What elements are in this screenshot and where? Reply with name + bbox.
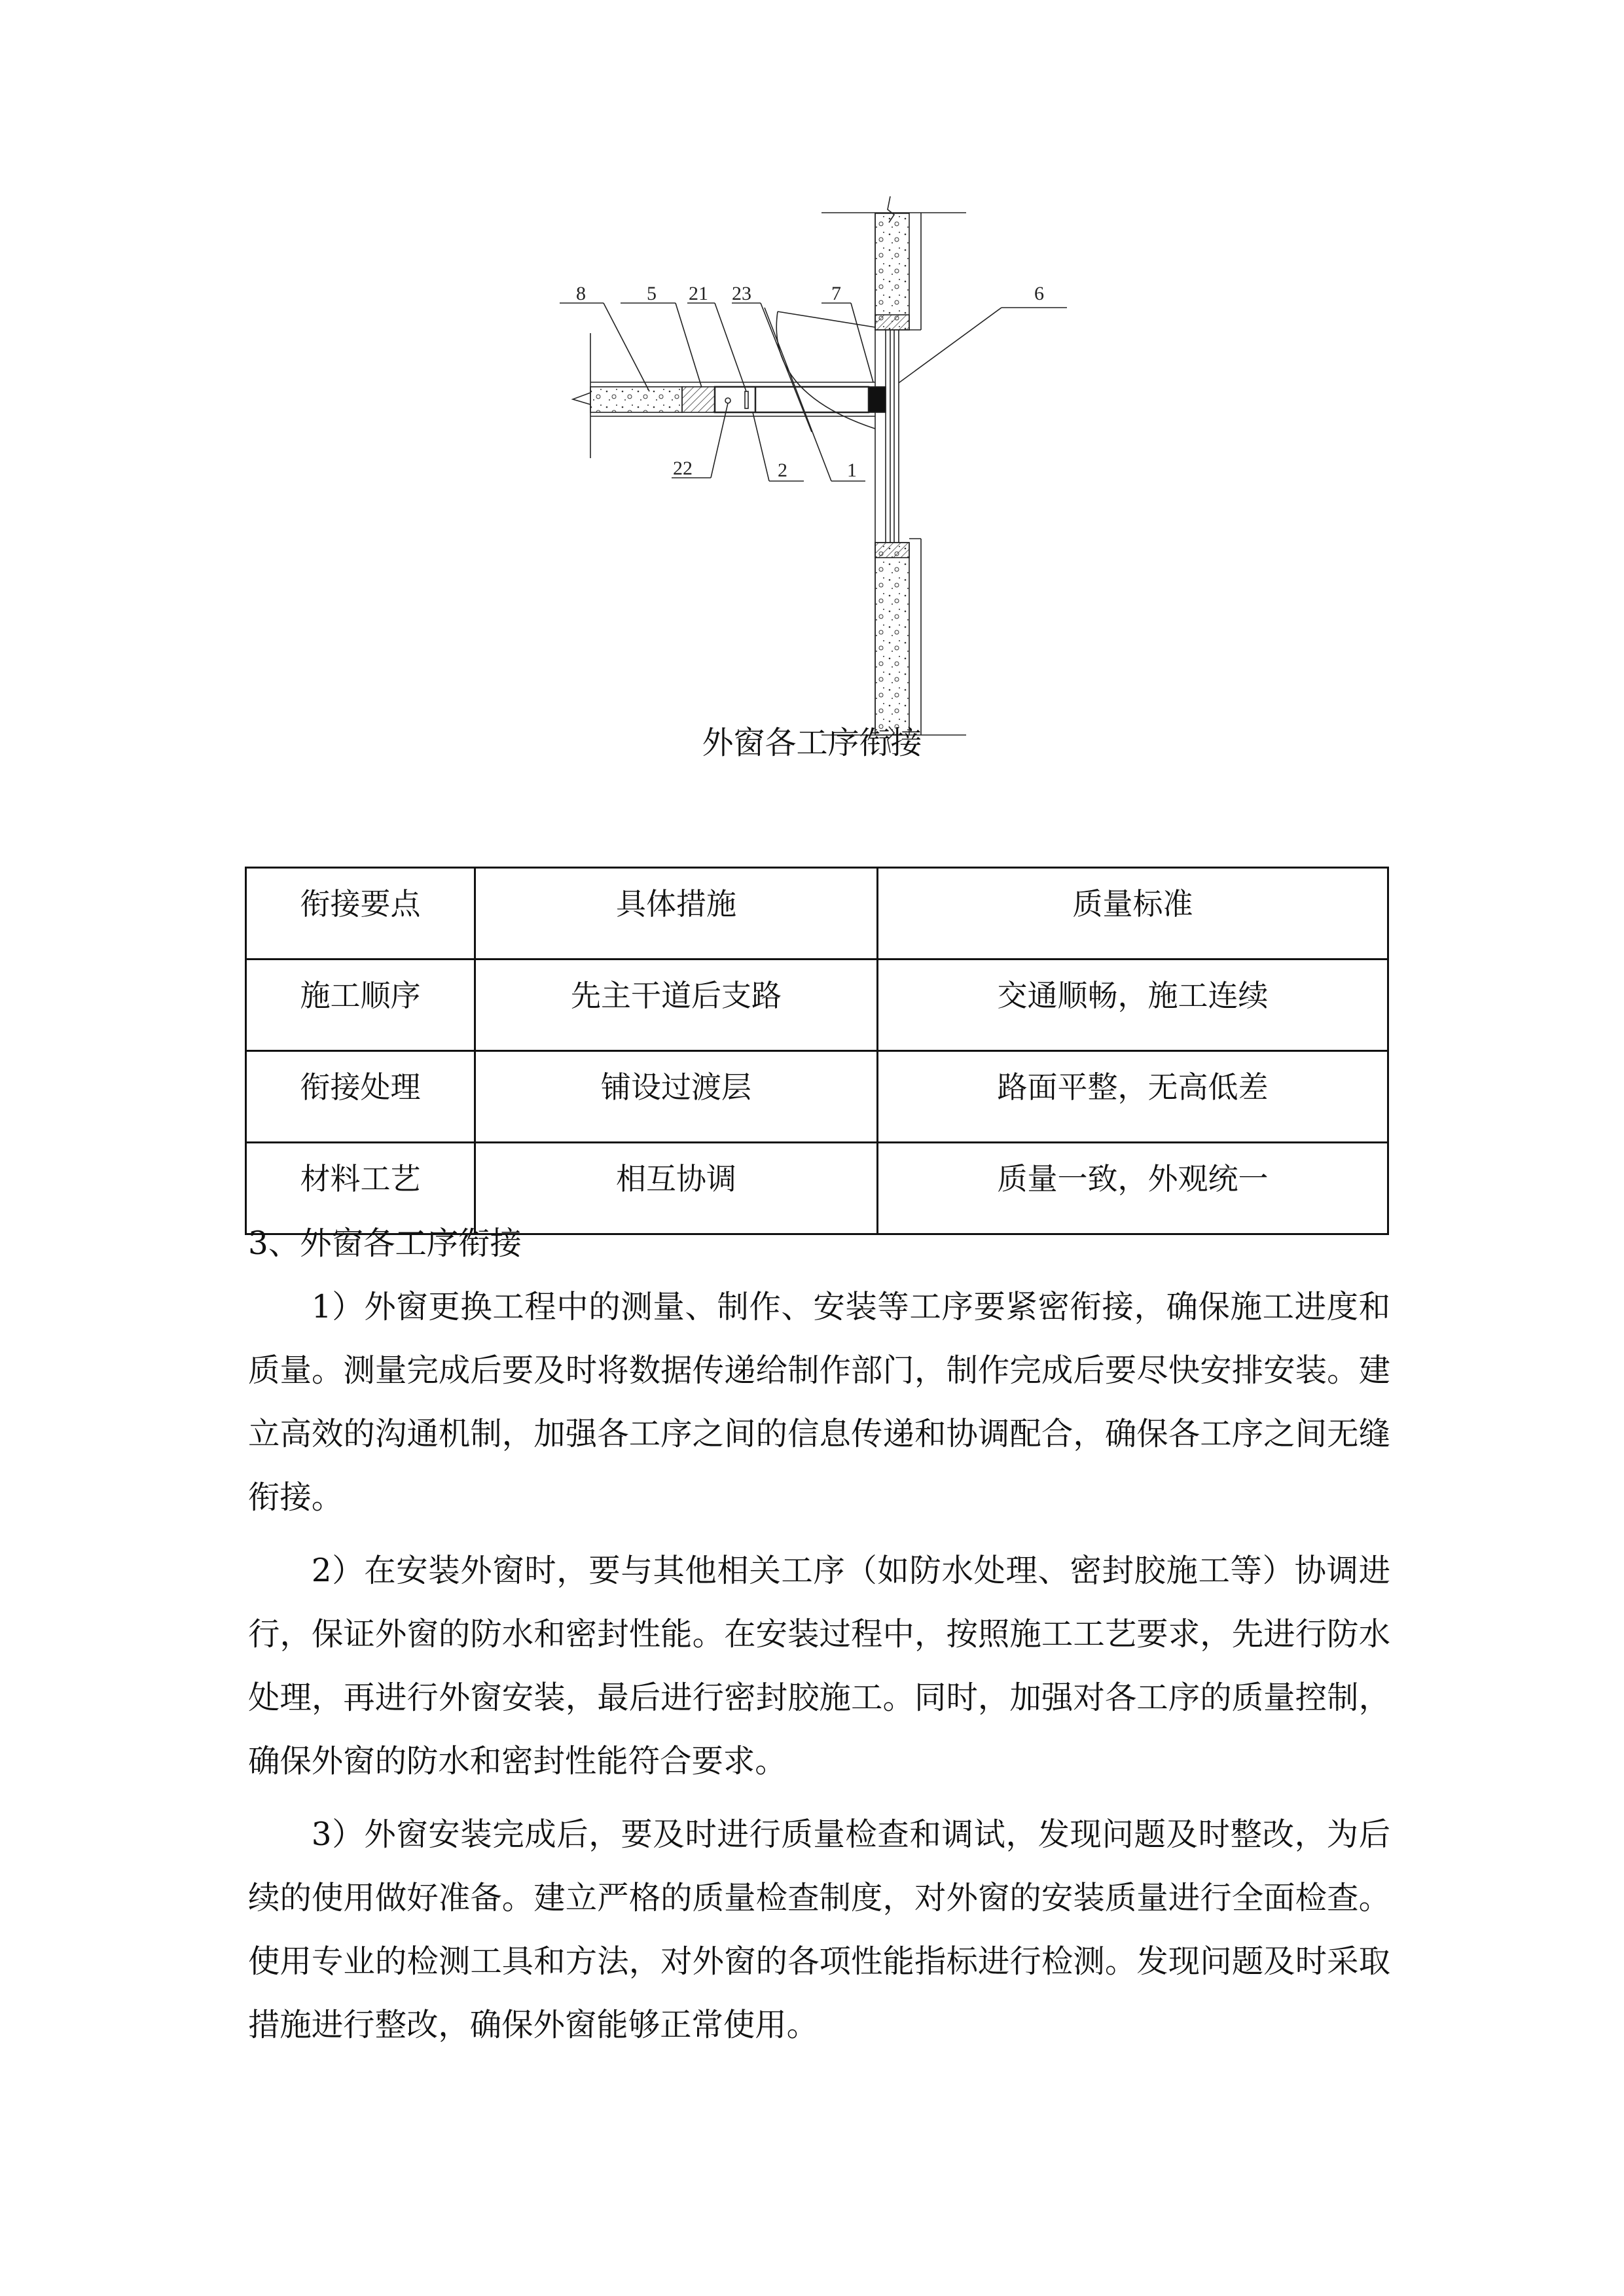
section-heading: 3、外窗各工序衔接 (248, 1225, 522, 1262)
label-23: 23 (732, 283, 751, 304)
table-cell: 衔接处理 (246, 1051, 475, 1143)
table-cell: 材料工艺 (246, 1143, 475, 1234)
label-2: 2 (778, 459, 787, 481)
table-header: 具体措施 (475, 868, 878, 960)
table-header: 质量标准 (878, 868, 1388, 960)
table-cell: 先主干道后支路 (475, 960, 878, 1051)
paragraph: 1）外窗更换工程中的测量、制作、安装等工序要紧密衔接，确保施工进度和质量。测量完成后要及时将数据传递给制作部门，制作完成后要尽快安排安装。建立高效的沟通机制，加强各工序之间的信息传递和协调配合，确保各工序之间无缝衔接。 (248, 1289, 1390, 1516)
table-cell: 路面平整，无高低差 (878, 1051, 1388, 1143)
table-cell: 铺设过渡层 (475, 1051, 878, 1143)
label-5: 5 (647, 283, 657, 304)
table-header: 衔接要点 (246, 868, 475, 960)
label-7: 7 (831, 283, 841, 304)
table-row (246, 1051, 1388, 1143)
section-body (248, 1212, 1390, 2067)
label-6: 6 (1034, 283, 1044, 304)
label-8: 8 (576, 283, 586, 304)
table-header-row (246, 868, 1388, 960)
joint-table (245, 867, 1389, 1235)
paragraph: 2）在安装外窗时，要与其他相关工序（如防水处理、密封胶施工等）协调进行，保证外窗的防水和密封性能。在安装过程中，按照施工工艺要求，先进行防水处理，再进行外窗安装，最后进行密封胶施工。同时，加强对各工序的质量控制，确保外窗的防水和密封性能符合要求。 (248, 1552, 1390, 1780)
table-row (246, 960, 1388, 1051)
paragraph: 3）外窗安装完成后，要及时进行质量检查和调试，发现问题及时整改，为后续的使用做好准备。建立严格的质量检查制度，对外窗的安装质量进行全面检查。使用专业的检测工具和方法，对外窗的各项性能指标进行检测。发现问题及时采取措施进行整改，确保外窗能够正常使用。 (248, 1816, 1390, 2043)
label-22: 22 (673, 457, 693, 479)
window-joint-diagram (556, 183, 1080, 772)
table-cell: 相互协调 (475, 1143, 878, 1234)
label-1: 1 (847, 459, 857, 481)
label-21: 21 (689, 283, 708, 304)
table-cell: 施工顺序 (246, 960, 475, 1051)
figure-caption: 外窗各工序衔接 (702, 725, 922, 761)
table-cell: 交通顺畅，施工连续 (878, 960, 1388, 1051)
table-cell: 质量一致，外观统一 (878, 1143, 1388, 1234)
